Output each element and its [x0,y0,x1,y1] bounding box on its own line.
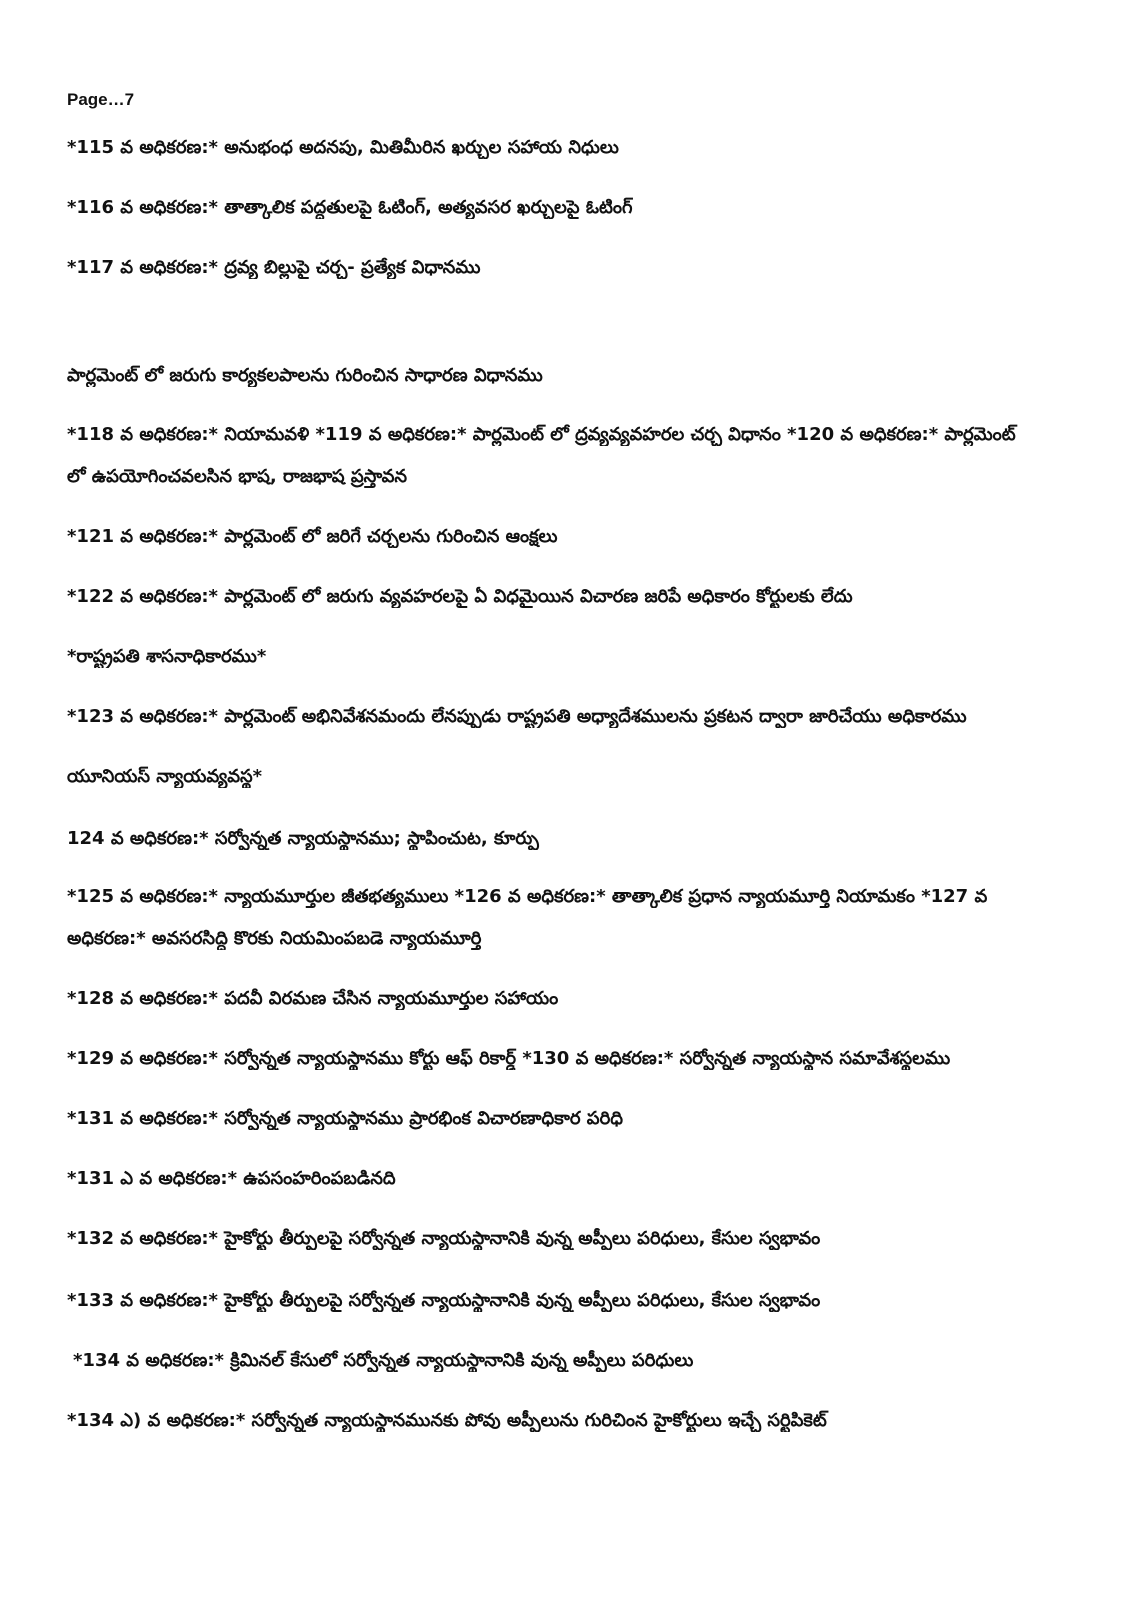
article-134-line: *134 వ అధికరణ:* క్రిమినల్ కేసులో సర్వోన్నత న్యాయస్థానానికి వున్న అప్పీలు పరిధులు [73,1350,694,1371]
article-117-line: *117 వ అధికరణ:* ద్రవ్య బిల్లుపై చర్చ- ప్రత్యేక విధానము [67,257,481,278]
articles-125-127-line: *125 వ అధికరణ:* న్యాయమూర్తుల జీతభత్యములు *126 వ అధికరణ:* తాత్కాలిక ప్రధాన న్యాయమూర్తి నియామకం *127 వ [67,886,988,907]
article-116-line: *116 వ అధికరణ:* తాత్కాలిక పద్ధతులపై ఓటింగ్, అత్యవసర ఖర్చులపై ఓటింగ్ [67,197,633,218]
articles-118-120-continuation: లో ఉపయోగించవలసిన భాష, రాజభాష ప్రస్తావన [67,466,408,487]
article-133-line: *133 వ అధికరణ:* హైకోర్టు తీర్పులపై సర్వోన్నత న్యాయస్థానానికి వున్న అప్పీలు పరిధులు, కేసుల స్వభావం [67,1290,821,1311]
article-132-line: *132 వ అధికరణ:* హైకోర్టు తీర్పులపై సర్వోన్నత న్యాయస్థానానికి వున్న అప్పీలు పరిధులు, కేసుల స్వభావం [67,1228,821,1249]
articles-118-120-line: *118 వ అధికరణ:* నియామవళి *119 వ అధికరణ:* పార్లమెంట్ లో ద్రవ్యవ్యవహరల చర్చ విధానం *120 వ అధికరణ:* పార్లమెంట్ [67,424,1016,445]
articles-129-130-line: *129 వ అధికరణ:* సర్వోన్నత న్యాయస్థానము కోర్టు ఆఫ్ రికార్డ్ *130 వ అధికరణ:* సర్వోన్నత న్యాయస్థాన సమావేశస్థలము [67,1048,951,1069]
section-heading-president-legislative-power: *రాష్ట్రపతి శాసనాధికారము* [67,646,267,667]
article-121-line: *121 వ అధికరణ:* పార్లమెంట్ లో జరిగే చర్చలను గురించిన ఆంక్షలు [67,526,558,547]
section-heading-parliament-procedure: పార్లమెంట్ లో జరుగు కార్యకలపాలను గురించిన సాధారణ విధానము [67,365,543,386]
articles-125-127-continuation: అధికరణ:* అవసరసిద్ధి కొరకు నియమింపబడె న్యాయమూర్తి [67,928,482,949]
article-134a-line: *134 ఎ) వ అధికరణ:* సర్వోన్నత న్యాయస్థానమునకు పోవు అప్పీలును గురిచింన హైకోర్టులు ఇచ్చే సర్టిపికెట్ [67,1410,827,1431]
article-128-line: *128 వ అధికరణ:* పదవీ విరమణ చేసిన న్యాయమూర్తుల సహాయం [67,988,559,1009]
section-heading-union-judiciary: యూనియస్ న్యాయవ్యవస్థ* [67,766,263,787]
article-115-line: *115 వ అధికరణ:* అనుభంధ అదనపు, మితిమీరిన ఖర్చుల సహాయ నిధులు [67,137,619,158]
article-123-line: *123 వ అధికరణ:* పార్లమెంట్ అభినివేశనమందు లేనప్పుడు రాష్ట్రపతి అధ్యాదేశములను ప్రకటన ద్వారా జారిచేయు అధికారము [67,706,967,727]
article-122-line: *122 వ అధికరణ:* పార్లమెంట్ లో జరుగు వ్యవహరలపై ఏ విధమైయిన విచారణ జరిపే అధికారం కోర్టులకు లేదు [67,586,853,607]
page-label: Page…7 [67,90,135,109]
article-131-line: *131 వ అధికరణ:* సర్వోన్నత న్యాయస్థానము ప్రారభింక విచారణాధికార పరిధి [67,1108,623,1129]
article-131a-line: *131 ఎ వ అధికరణ:* ఉపసంహరింపబడినది [67,1168,396,1189]
article-124-line: 124 వ అధికరణ:* సర్వోన్నత న్యాయస్థానము; స్థాపించుట, కూర్పు [67,828,539,849]
